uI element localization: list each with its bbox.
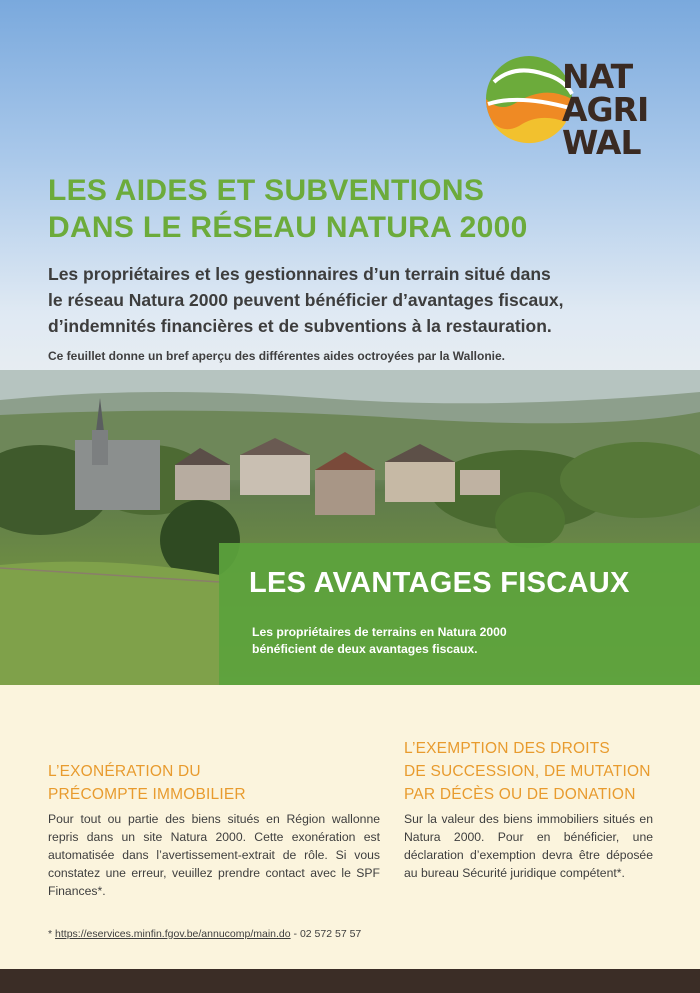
heading-line: L’EXONÉRATION DU [48, 763, 201, 780]
heading-line: PRÉCOMPTE IMMOBILIER [48, 786, 246, 803]
fiscal-advantages-title: LES AVANTAGES FISCAUX [249, 567, 630, 599]
footnote [48, 928, 361, 940]
page-title-line: LES AIDES ET SUBVENTIONS [48, 174, 485, 207]
bottom-bar [0, 969, 700, 993]
fiscal-advantages-panel [219, 543, 700, 706]
intro-paragraph [48, 261, 658, 339]
intro-line: d’indemnités financières et de subventions à la restauration. [48, 316, 552, 336]
fiscal-text-line: Les propriétaires de terrains en Natura 2000 [252, 625, 507, 639]
page-title-line: DANS LE RÉSEAU NATURA 2000 [48, 211, 528, 244]
heading-line: L’EXEMPTION DES DROITS [404, 740, 610, 757]
intro-line: le réseau Natura 2000 peuvent bénéficier d’avantages fiscaux, [48, 290, 564, 310]
logo-line: AGRI [562, 90, 649, 129]
fiscal-advantages-text [252, 624, 572, 658]
footnote-phone: - 02 572 57 57 [290, 928, 362, 940]
spf-finances-link[interactable]: https://eservices.minfin.fgov.be/annucomp/main.do [55, 928, 291, 940]
fiscal-text-line: bénéficient de deux avantages fiscaux. [252, 642, 478, 656]
heading-line: PAR DÉCÈS OU DE DONATION [404, 786, 636, 803]
page-title [48, 172, 608, 246]
logo-line: NAT [562, 57, 633, 96]
leaflet-note: Ce feuillet donne un bref aperçu des différentes aides octroyées par la Wallonie. [48, 349, 506, 363]
inheritance-tax-exemption-text: Sur la valeur des biens immobiliers situés en Natura 2000. Pour en bénéficier, une déclaration d’exemption devra être déposée au bureau Sécurité juridique compétent*. [404, 812, 653, 880]
heading-line: DE SUCCESSION, DE MUTATION [404, 763, 651, 780]
property-tax-exemption-text: Pour tout ou partie des biens situés en Région wallonne repris dans un site Natura 2000. Cette exonération est automatisée dans l’avertissement-extrait de rôle. Si vous constatez une erreur, veuillez prendre contact avec le SPF Finances*. [48, 812, 380, 898]
logo-line: WAL [562, 123, 641, 162]
footnote-marker: * [48, 928, 56, 940]
inheritance-tax-exemption-heading [404, 737, 674, 806]
property-tax-exemption-heading [48, 760, 348, 806]
intro-line: Les propriétaires et les gestionnaires d’un terrain situé dans [48, 264, 551, 284]
logo-wordmark [562, 57, 649, 162]
